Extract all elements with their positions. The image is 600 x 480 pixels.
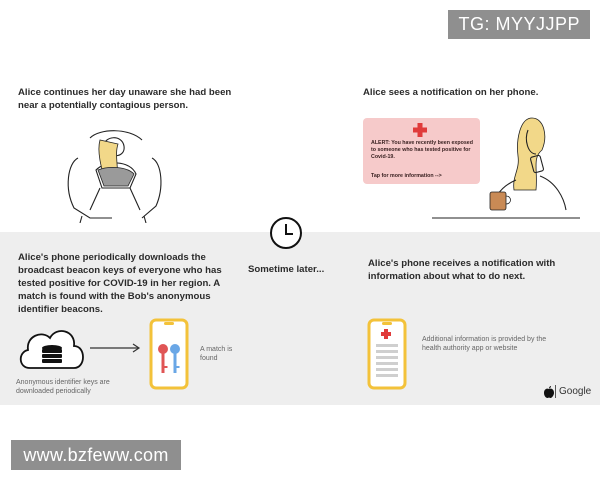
watermark-url: www.bzfeww.com xyxy=(11,440,181,470)
clock-icon xyxy=(269,216,303,250)
caption-bottom-left: Alice's phone periodically downloads the broadcast beacon keys of everyone who has tested positive for COVID-19 in her region. A match is found with the Bob's anonymous identifier beacons. xyxy=(18,252,222,315)
apple-icon xyxy=(544,386,554,398)
match-note: A match is found xyxy=(200,346,233,362)
caption-bottom-right: Alice's phone receives a notification with information about what to do next. xyxy=(368,258,556,282)
phone-with-info-icon xyxy=(366,318,408,390)
alert-message: ALERT: You have recently been exposed to someone who has tested positive for Covid-19. xyxy=(371,140,473,160)
sometime-later-label: Sometime later... xyxy=(248,264,325,275)
alice-reading-illustration xyxy=(60,118,170,223)
red-cross-icon xyxy=(413,123,427,137)
phone-with-keys-icon xyxy=(148,318,190,390)
cloud-note: Anonymous identifier keys are downloaded periodically xyxy=(16,379,110,395)
alice-phone-illustration xyxy=(432,110,582,225)
watermark-tg: TG: MYYJJPP xyxy=(448,10,590,39)
cloud-database-icon xyxy=(16,322,88,374)
google-wordmark: Google xyxy=(559,386,592,397)
alert-tap-link[interactable]: Tap for more information --> xyxy=(371,173,442,179)
caption-top-right: Alice sees a notification on her phone. xyxy=(363,87,539,98)
caption-top-left: Alice continues her day unaware she had been near a potentially contagious person. xyxy=(18,87,232,111)
arrow-right-icon xyxy=(88,342,142,354)
info-note: Additional information is provided by the health authority app or website xyxy=(422,336,547,352)
brand-divider xyxy=(555,385,556,398)
